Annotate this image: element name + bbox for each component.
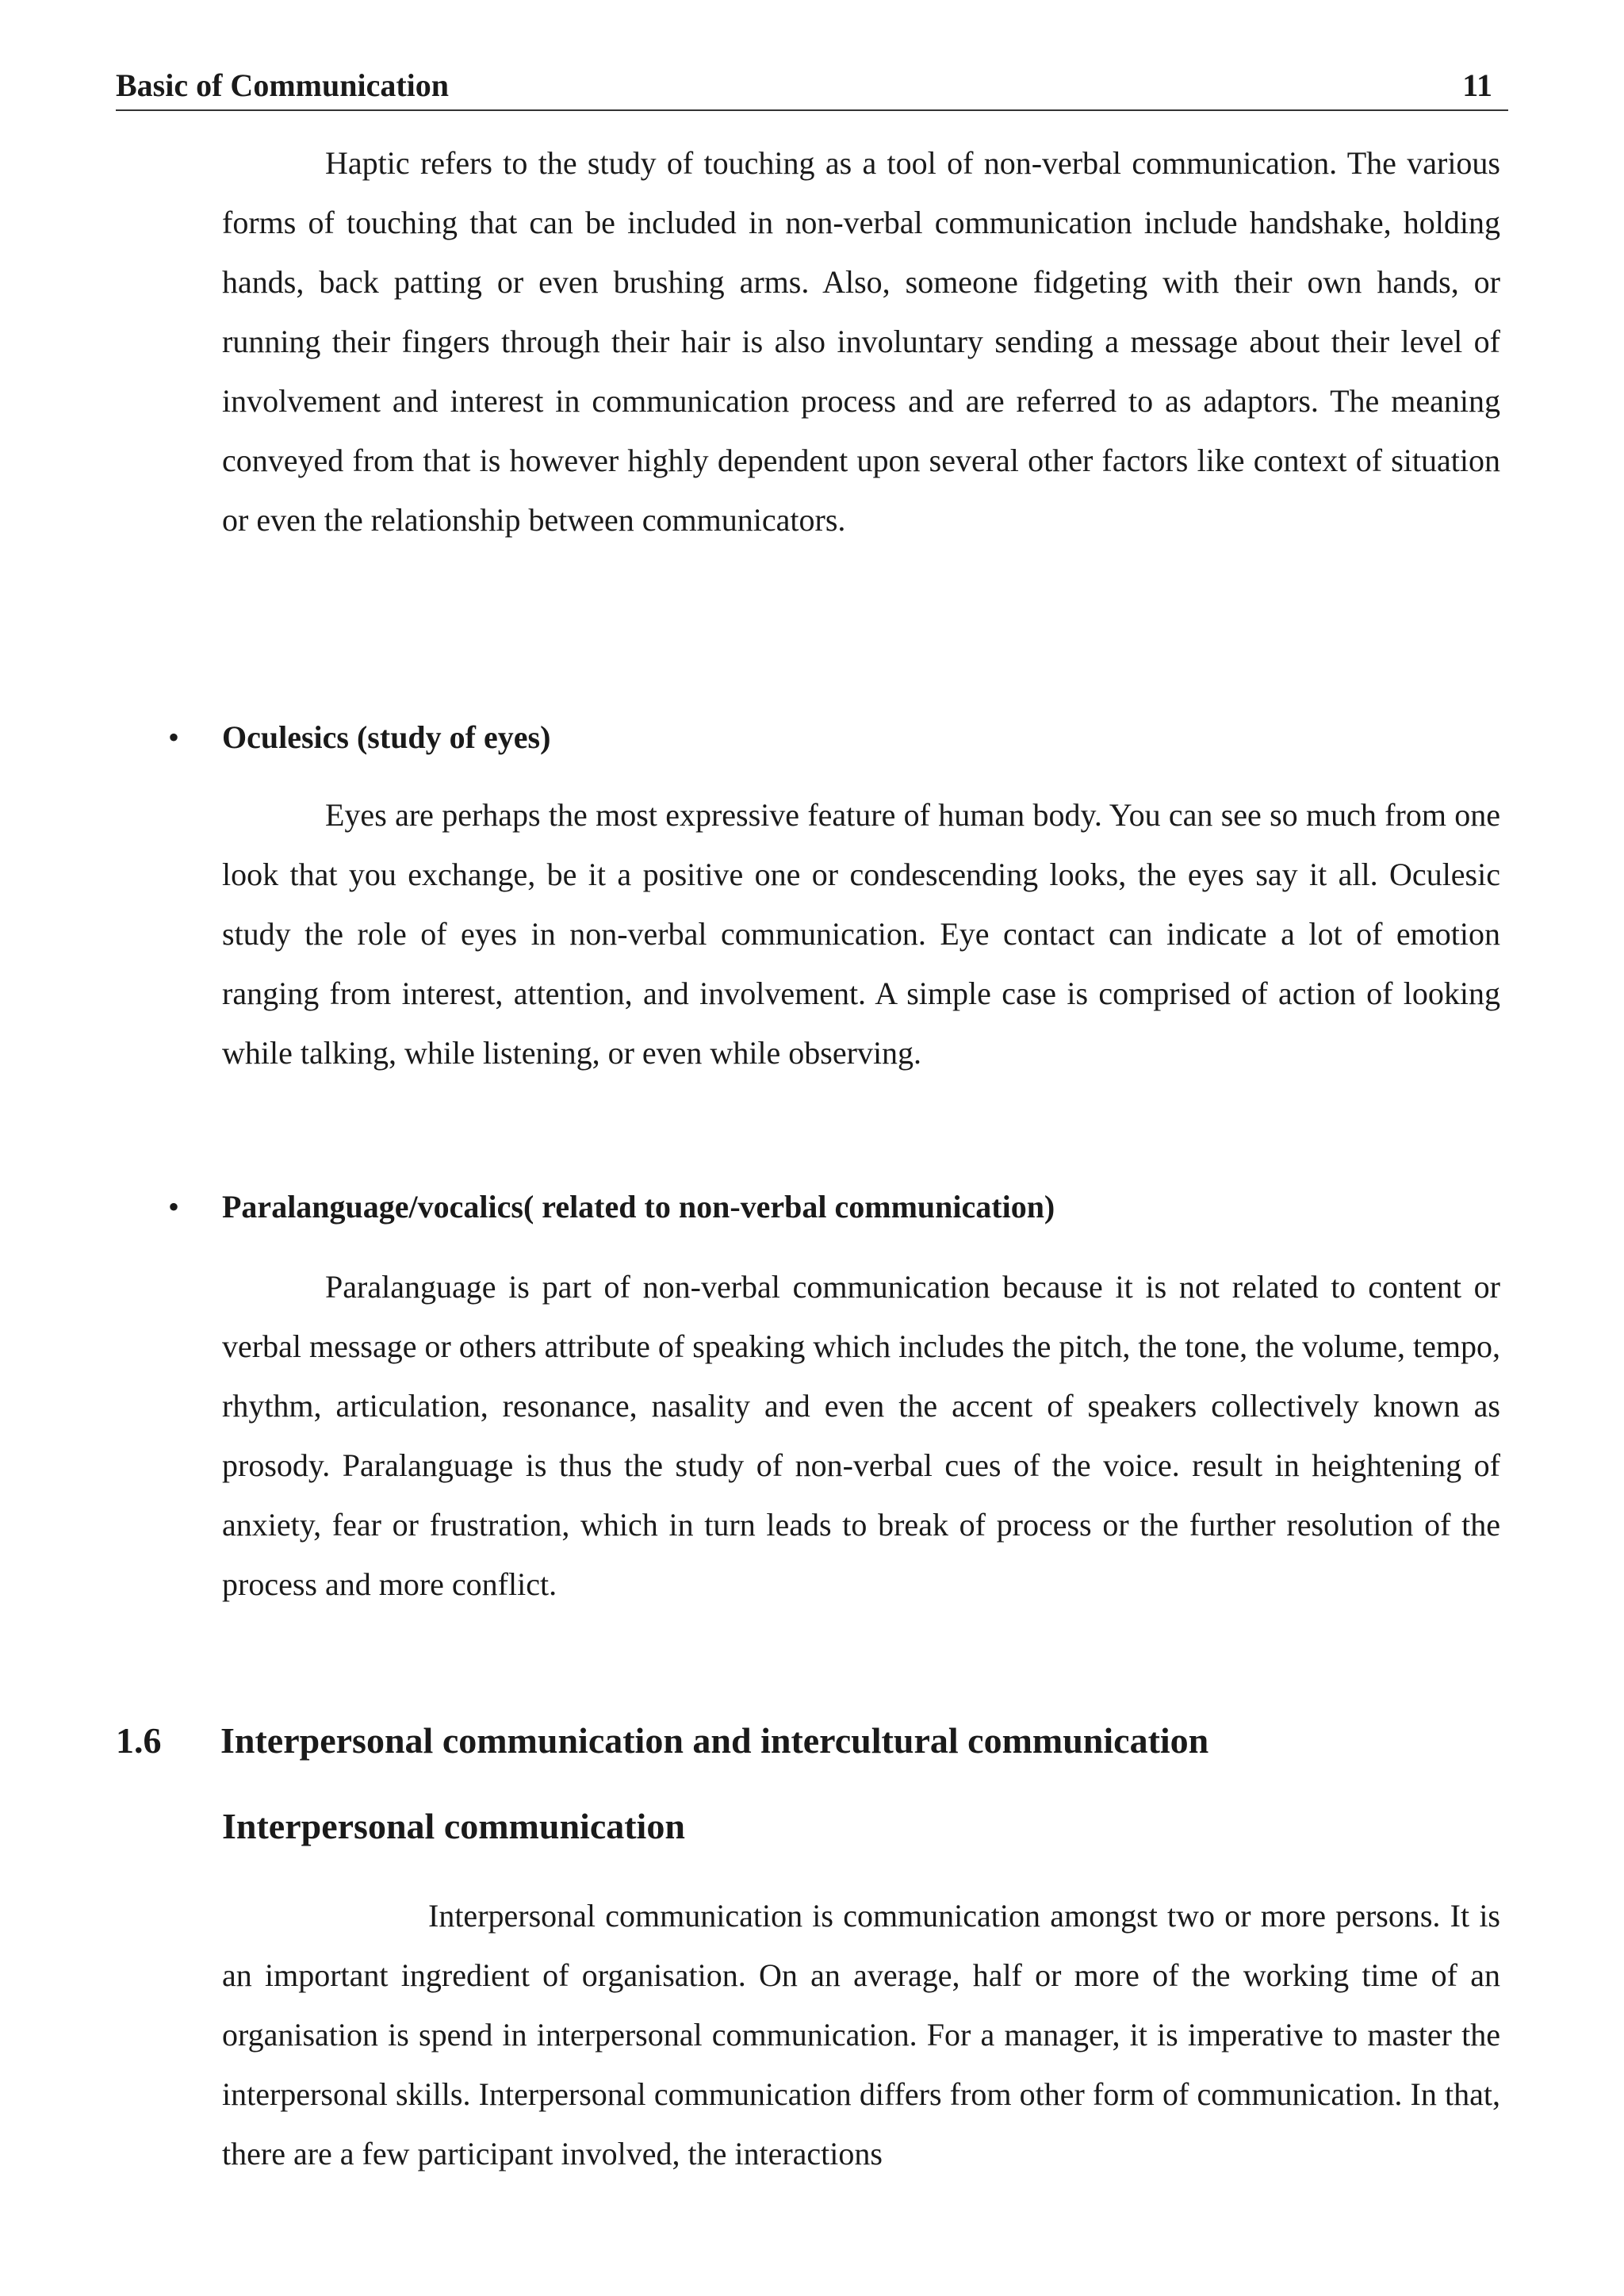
haptic-paragraph: Haptic refers to the study of touching as a tool of non-verbal communication. The various forms of touching that can be included in non-verbal communication include handshake, holding hands, back patting or even brushing arms. Also, someone fidgeting with their own hands, or running their fingers through their hair is also involuntary sending a message about their level of involvement and interest in communication process and are referred to as adaptors. The meaning conveyed from that is however highly dependent upon several other factors like context of situation or even the relationship between communicators.: [222, 145, 1500, 538]
section-number: 1.6: [116, 1720, 162, 1761]
subsection-heading: Interpersonal communication: [222, 1806, 685, 1846]
section-heading: [116, 1713, 1508, 1769]
interpersonal-section: [222, 1886, 1500, 2183]
oculesics-section: [222, 785, 1500, 1083]
page-number: 11: [1462, 67, 1492, 103]
running-header: [116, 62, 1508, 111]
header-title: Basic of Communication: [116, 67, 449, 103]
oculesics-paragraph: Eyes are perhaps the most expressive feature of human body. You can see so much from one look that you exchange, be it a positive one or condescending looks, the eyes say it all. Oculesic study the role of eyes in non-verbal communication. Eye contact can indicate a lot of emotion ranging from interest, attention, and involvement. A simple case is comprised of action of looking while talking, while listening, or even while observing.: [222, 797, 1500, 1071]
paralanguage-paragraph: Paralanguage is part of non-verbal communication because it is not related to content or verbal message or others attribute of speaking which includes the pitch, the tone, the volume, tempo, rhythm, articulation, resonance, nasality and even the accent of speakers collectively known as prosody. Paralanguage is thus the study of non-verbal cues of the voice. result in heightening of anxiety, fear or frustration, which in turn leads to break of process or the further resolution of the process and more conflict.: [222, 1269, 1500, 1602]
paralanguage-section: [222, 1257, 1500, 1614]
bullet-icon: •: [168, 1189, 180, 1225]
haptic-section: [222, 133, 1500, 550]
bullet-icon: •: [168, 719, 180, 755]
oculesics-heading: Oculesics (study of eyes): [222, 719, 551, 755]
oculesics-bullet-item: [168, 714, 1508, 761]
paralanguage-bullet-item: [168, 1183, 1508, 1231]
section-title: Interpersonal communication and intercultural communication: [220, 1720, 1209, 1761]
interpersonal-paragraph: Interpersonal communication is communication amongst two or more persons. It is an important ingredient of organisation. On an average, half or more of the working time of an organisation is spend in interpersonal communication. For a manager, it is imperative to master the interpersonal skills. Interpersonal communication differs from other form of communication. In that, there are a few participant involved, the interactions: [222, 1898, 1500, 2171]
paralanguage-heading: Paralanguage/vocalics( related to non-verbal communication): [222, 1189, 1055, 1225]
